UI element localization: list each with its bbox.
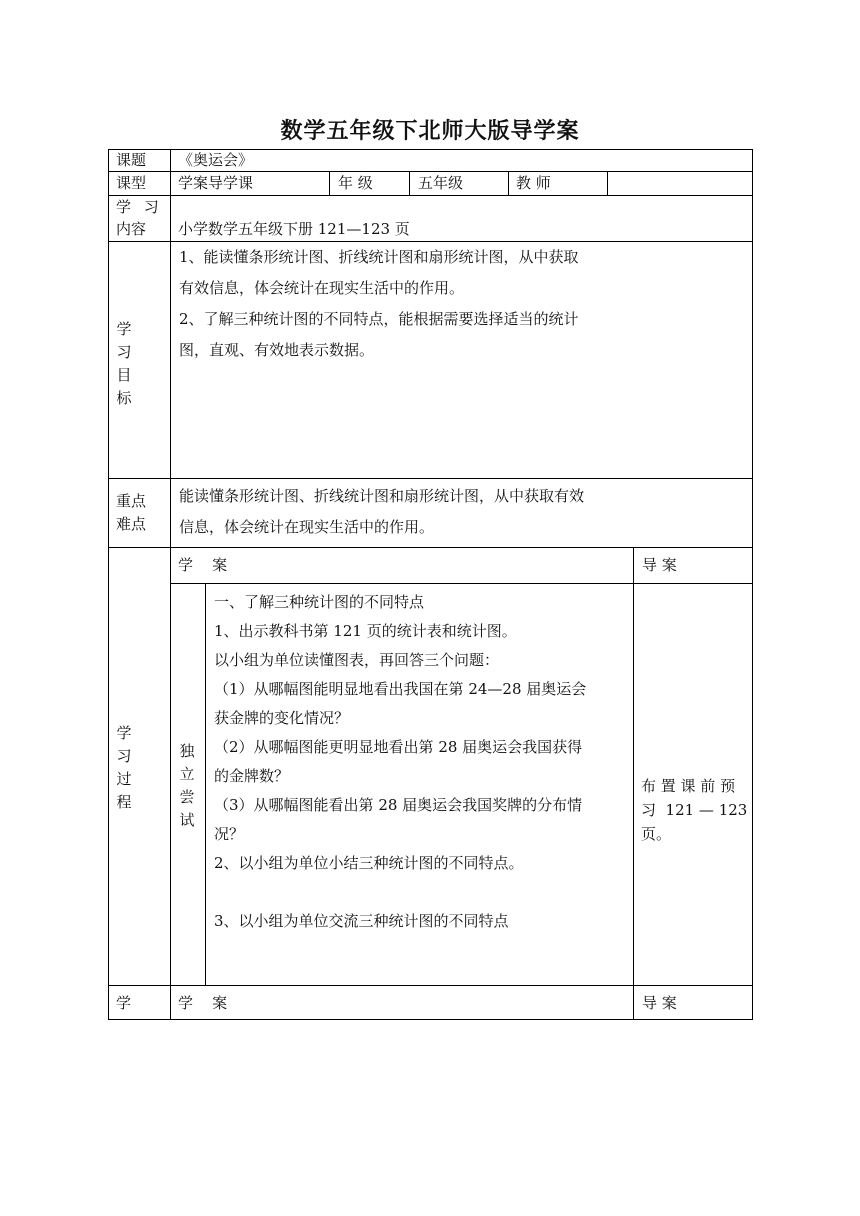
goals-text: 1、能读懂条形统计图、折线统计图和扇形统计图，从中获取 有效信息，体会统计在现实生活中的作用。 2、了解三种统计图的不同特点，能根据需要选择适当的统计 图，直观、有效地表示数据。 (179, 248, 579, 359)
last-row-xuean-header: 学 案 (178, 994, 228, 1012)
grade-label: 年 级 (338, 174, 373, 192)
row-divider (108, 195, 753, 196)
row-divider (108, 985, 753, 986)
key-text: 能读懂条形统计图、折线统计图和扇形统计图，从中获取有效 信息，体会统计在现实生活中的作用。 (179, 487, 585, 536)
key-label-line1: 重点 (116, 492, 147, 510)
column-divider (170, 149, 171, 1020)
content-value: 小学数学五年级下册 121—123 页 (178, 220, 410, 238)
process-label: 学 习 过 程 (116, 724, 132, 811)
column-divider (205, 583, 206, 985)
column-divider (508, 171, 509, 195)
column-divider (409, 171, 410, 195)
type-value: 学案导学课 (178, 174, 254, 192)
content-label-line2: 内容 (116, 220, 147, 238)
last-row-daoan-header: 导 案 (642, 994, 677, 1012)
topic-label: 课题 (116, 151, 147, 169)
page-title: 数学五年级下北师大版导学案 (280, 119, 580, 144)
row-divider (108, 171, 753, 172)
xuean-header: 学 案 (178, 556, 228, 574)
goals-label: 学 习 目 标 (116, 320, 132, 407)
guide-text: 布 置 课 前 预 习 121 — 123 页。 (641, 777, 748, 843)
type-label: 课型 (116, 174, 147, 192)
column-divider (329, 171, 330, 195)
row-divider (108, 478, 753, 479)
row-divider (170, 583, 753, 584)
step-label: 独 立 尝 试 (179, 742, 195, 829)
process-text: 一、了解三种统计图的不同特点 1、出示教科书第 121 页的统计表和统计图。 以小组为单位读懂图表，再回答三个问题： （1）从哪幅图能明显地看出我国在第 24—28 届奥运会 获金牌的变化情况？ （2）从哪幅图能更明显地看出第 28 届奥运会我国获得 的金牌数？ （3）从哪幅图能看出第 28 届奥运会我国奖牌的分布情 况？ 2、以小组为单位小结三种统计图的不同特点。 3、以小组为单位交流三种统计图的不同特点 (214, 593, 587, 930)
grade-value: 五年级 (418, 174, 464, 192)
teacher-label: 教 师 (516, 174, 551, 192)
content-label-line1: 学 习 (116, 198, 163, 216)
row-divider (108, 241, 753, 242)
topic-value: 《奥运会》 (178, 151, 254, 169)
last-row-label: 学 (116, 994, 132, 1012)
row-divider (108, 547, 753, 548)
column-divider (607, 171, 608, 195)
daoan-header: 导 案 (642, 556, 677, 574)
key-label-line2: 难点 (116, 515, 147, 533)
column-divider (633, 547, 634, 1020)
